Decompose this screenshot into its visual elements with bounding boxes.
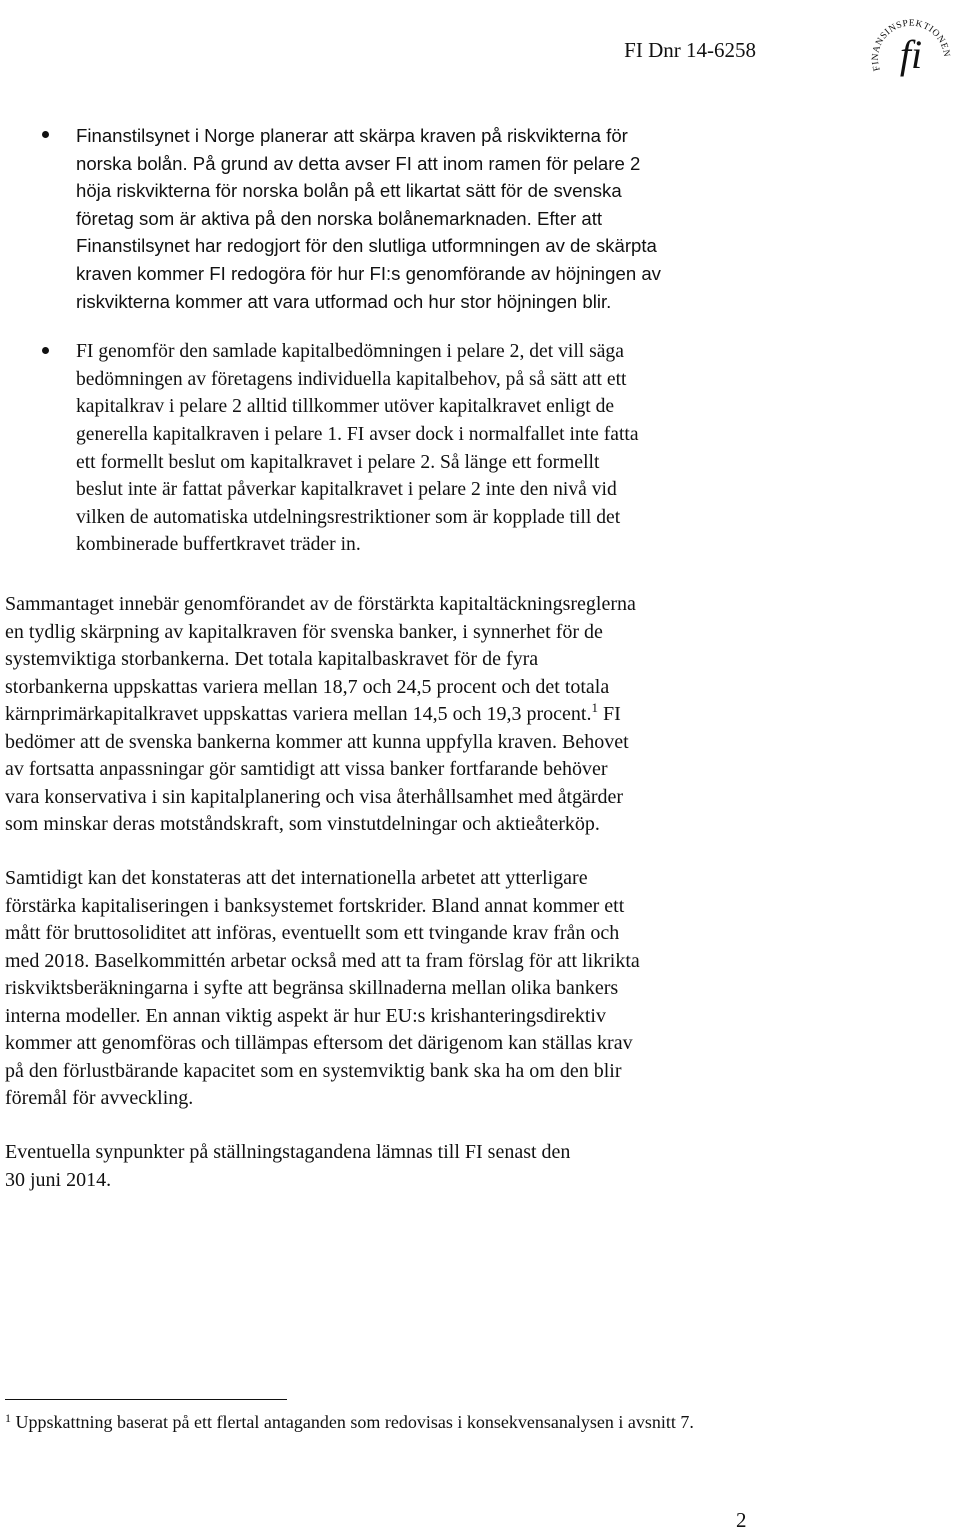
- bullet-icon: [42, 347, 49, 354]
- footnote-number: 1: [5, 1411, 11, 1425]
- footnote: [5, 1412, 694, 1433]
- footnote-text: Uppskattning baserat på ett flertal antaganden som redovisas i konsekvensanalysen i avsnitt 7.: [15, 1412, 694, 1432]
- paragraph-summary: [5, 591, 775, 839]
- bullet-item: [0, 338, 960, 559]
- paragraph-international-work: Samtidigt kan det konstateras att det internationella arbetet att ytterligare förstärka kapitaliseringen i banksystemet fortskrider. Bland annat kommer ett mått för bruttosoliditet att införas, eventuellt som ett tvingande krav från och med 2018. Baselkommittén arbetar också med att ta fram förslag för att likrikta riskviktsberäkningarna i syfte att begränsa skillnaderna mellan olika bankers interna modeller. En annan viktig aspekt är hur EU:s krishanteringsdirektiv kommer att genomföras och tillämpas eftersom det därigenom kan ställas krav på den förlustbärande kapacitet som en systemviktig bank ska ha om den blir föremål för avveckling.: [5, 867, 640, 1109]
- paragraph-summary-text: Sammantaget innebär genomförandet av de förstärkta kapitaltäckningsreglerna en tydlig skärpning av kapitalkraven för svenska banker, i synnerhet för de systemviktiga storbankerna. Det totala kapitalbaskravet för de fyra storbankerna uppskattas variera mellan 18,7 och 24,5 procent och det totala kärnprimärkapitalkravet uppskattas variera mellan 14,5 och 19,3 procent.: [5, 593, 636, 725]
- logo-ring-text: FINANSINSPEKTIONEN: [870, 18, 952, 72]
- bullet-text-norway-riskweights: Finanstilsynet i Norge planerar att skärpa kraven på riskvikterna för norska bolån. På grund av detta avser FI att inom ramen för pelare 2 höja riskvikterna för norska bolån på ett likartat sätt för de svenska företag som är aktiva på den norska bolånemarknaden. Efter att Finanstilsynet har redogjort för den slutliga utformningen av de skärpta kraven kommer FI redogöra för hur FI:s genomförande av höjningen av riskvikterna kommer att vara utformad och hur stor höjningen blir.: [76, 125, 661, 312]
- footnote-separator: [5, 1399, 287, 1400]
- bullet-text-pillar2-assessment: FI genomför den samlade kapitalbedömningen i pelare 2, det vill säga bedömningen av företagens individuella kapitalbehov, på så sätt att ett kapitalkrav i pelare 2 alltid tillkommer utöver kapitalkravet enligt de generella kapitalkraven i pelare 1. FI avser dock i normalfallet inte fatta ett formellt beslut om kapitalkravet i pelare 2. Så länge ett formellt beslut inte är fattat påverkar kapitalkravet i pelare 2 inte den nivå vid vilken de automatiska utdelningsrestriktioner som är kopplade till det kombinerade buffertkravet träder in.: [76, 341, 639, 556]
- footnote-reference: 1: [591, 700, 598, 715]
- finansinspektionen-logo: [870, 6, 956, 88]
- bullet-icon: [42, 131, 49, 138]
- bullet-item: [0, 122, 960, 315]
- bullet-list: [0, 122, 960, 582]
- document-reference-number: FI Dnr 14-6258: [624, 38, 756, 62]
- page-number: 2: [736, 1508, 747, 1532]
- paragraph-consultation-deadline: Eventuella synpunkter på ställningstagandena lämnas till FI senast den 30 juni 2014.: [5, 1141, 571, 1191]
- paragraph-summary-continuation: FI bedömer att de svenska bankerna kommer att kunna uppfylla kraven. Behovet av fortsatta anpassningar gör samtidigt att vissa banker fortfarande behöver vara konservativa i sin kapitalplanering och visa återhållsamhet med åtgärder som minskar deras motståndskraft, som vinstutdelningar och aktieåterköp.: [5, 703, 629, 835]
- logo-mark: fi: [899, 32, 923, 77]
